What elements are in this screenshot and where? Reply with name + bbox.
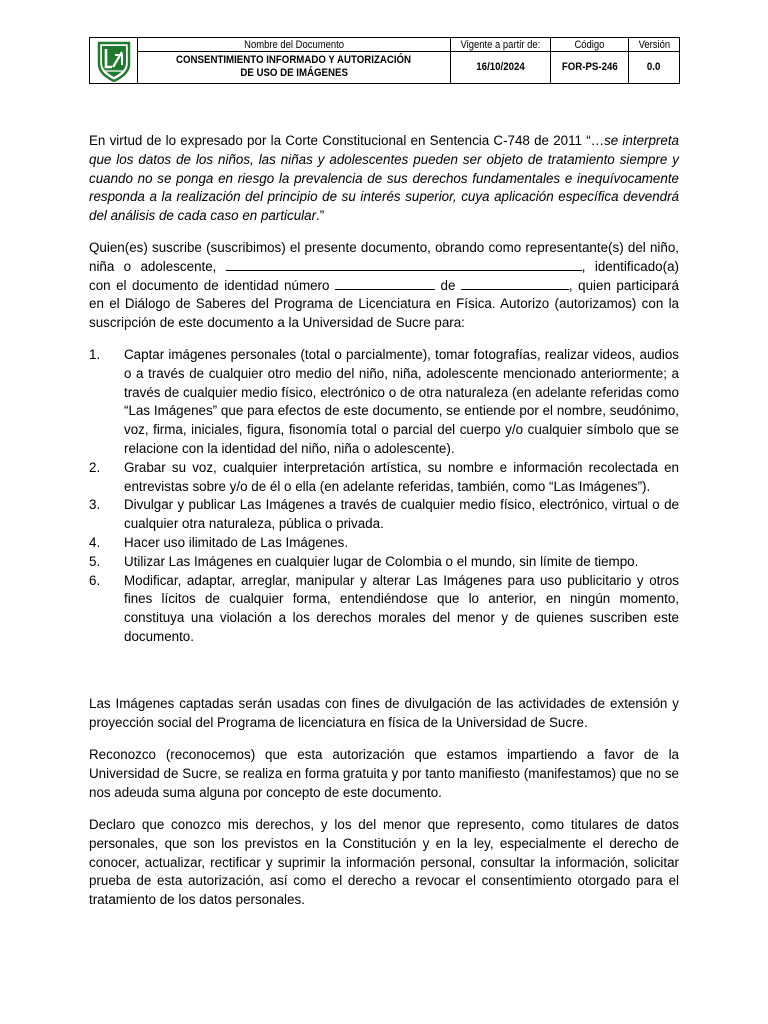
intro-quote: se interpreta que los datos de los niños, las niñas y adolescentes pueden ser objeto de tratamiento siempre y cuando no se ponga en riesgo la prevalencia de sus derechos fundamentales e inequívocamente responda a la realización del principio de su interés superior, cuya aplicación específica devendrá del análisis de cada caso en particular — [89, 133, 680, 224]
list-item: 5. Utilizar Las Imágenes en cualquier lugar de Colombia o el mundo, sin límite de tiempo. — [89, 553, 639, 569]
version-value: 0.0 — [647, 60, 661, 73]
list-item-text: Grabar su voz, cualquier interpretación artística, su nombre e información recolectada en entrevistas sobre y/o de él o ella (en adelante referidas, también, como “Las Imágenes”). — [124, 459, 679, 494]
doc-name-label-cell — [137, 38, 450, 51]
code-value: FOR-PS-246 — [561, 60, 618, 73]
list-item: 3. Divulgar y publicar Las Imágenes a través de cualquier medio físico, electrónico, virtual o de cualquier otra naturaleza, pública o privada. — [89, 497, 679, 532]
rights-text: Declaro que conozco mis derechos, y los del menor que represento, como titulares de datos personales, que son los previstos en la Constitución y en la ley, especialmente el derecho de conocer, actualizar, rectificar y suprimir la información personal, consultar la información, solicitar prueba de esta autorización, así como el derecho a revocar el consentimiento otorgado para el tratamiento de los datos personales. — [89, 817, 679, 908]
code-label: Código — [574, 38, 605, 51]
code-cell — [550, 51, 628, 83]
authorization-list — [89, 346, 679, 647]
doc-name-label: Nombre del Documento — [244, 38, 344, 51]
version-label-cell — [628, 38, 679, 51]
representative-paragraph: Quien(es) suscribe (suscribimos) el presente documento, obrando como representante(s) del niño, niña o adolescente, , identificado(a) con el documento de identidad número de , quien participará en el Diálogo de Saberes del Programa de Licenciatura en Física. Autorizo (autorizamos) con la suscripción de este documento a la Universidad de Sucre para: — [89, 240, 679, 331]
doc-title-line1: CONSENTIMIENTO INFORMADO Y AUTORIZACIÓN — [176, 54, 412, 66]
intro-paragraph — [89, 132, 679, 226]
list-item-text: Utilizar Las Imágenes en cualquier lugar de Colombia o el mundo, sin límite de tiempo. — [124, 553, 639, 569]
document-header-table — [89, 37, 680, 84]
minor-name-field[interactable] — [226, 258, 582, 271]
representative-text-4: quien participará en el Diálogo de Saberes del Programa de Licenciatura en Física. Autorizo (autorizamos) con la suscripción de este documento a la Universidad de Sucre para: — [89, 277, 679, 331]
recognition-text: Reconozco (reconocemos) que esta autorización que estamos impartiendo a favor de la Universidad de Sucre, se realiza en forma gratuita y por tanto manifiesto (manifestamos) que no se nos adeuda suma alguna por concepto de este documento. — [89, 747, 679, 800]
rights-paragraph — [89, 816, 679, 910]
list-item: 1. Captar imágenes personales (total o parcialmente), tomar fotografías, realizar videos, audios o a través de cualquier otro medio del niño, niña, adolescente mencionado anteriormente; a través de cualquier medio físico, electrónico o de otra naturaleza (en adelante referidas como “Las Imágenes” que para efectos de este documento, se entiende por el nombre, seudónimo, voz, firma, iniciales, figura, fisonomía total o parcial del cuerpo y/o cualquier símbolo que se relacione con la identidad del niño, niña o adolescente). — [89, 347, 679, 456]
doc-title-line2: DE USO DE IMÁGENES — [240, 67, 348, 79]
valid-from-label-cell — [450, 38, 550, 51]
version-cell — [628, 51, 679, 83]
list-item-text: Divulgar y publicar Las Imágenes a través de cualquier medio físico, electrónico, virtual o de cualquier otra naturaleza, pública o privada. — [124, 497, 679, 532]
representative-text-1: Quien(es) suscribe (suscribimos) el presente documento, obrando como representante(s) del niño, niña o adolescente, — [89, 240, 679, 274]
list-item: 2. Grabar su voz, cualquier interpretación artística, su nombre e información recolectada en entrevistas sobre y/o de él o ella (en adelante referidas, también, como “Las Imágenes”). — [89, 459, 679, 494]
university-logo — [90, 38, 137, 83]
representative-text-2: identificado(a) con el documento de identidad número — [89, 258, 679, 293]
intro-end: .” — [316, 208, 325, 224]
doc-title-cell — [137, 51, 450, 83]
id-issued-place-field[interactable] — [461, 277, 569, 290]
valid-from-value: 16/10/2024 — [476, 60, 525, 73]
university-shield-logo-icon — [96, 40, 132, 82]
id-number-field[interactable] — [335, 277, 435, 290]
intro-text: En virtud de lo expresado por la Corte Constitucional en Sentencia C-748 de 2011 “… — [89, 133, 605, 148]
code-label-cell — [550, 38, 628, 51]
version-label: Versión — [638, 38, 670, 51]
images-usage-text: Las Imágenes captadas serán usadas con fines de divulgación de las actividades de extensión y proyección social del Programa de licenciatura en física de la Universidad de Sucre. — [89, 696, 679, 730]
valid-from-cell — [450, 51, 550, 83]
list-item-text: Captar imágenes personales (total o parcialmente), tomar fotografías, realizar videos, audios o a través de cualquier otro medio del niño, niña, adolescente mencionado anteriormente; a través de cualquier medio físico, electrónico o de otra naturaleza (en adelante referidas como “Las Imágenes” que para efectos de este documento, se entiende por el nombre, seudónimo, voz, firma, iniciales, figura, fisonomía total o parcial del cuerpo y/o cualquier símbolo que se relacione con la identidad del niño, niña o adolescente). — [124, 347, 679, 456]
list-item: 4. Hacer uso ilimitado de Las Imágenes. — [89, 534, 349, 550]
list-item-text: Hacer uso ilimitado de Las Imágenes. — [124, 534, 349, 550]
recognition-paragraph — [89, 746, 679, 802]
images-usage-paragraph — [89, 695, 679, 733]
list-item: 6. Modificar, adaptar, arreglar, manipular y alterar Las Imágenes para uso publicitario y otros fines lícitos de cualquier forma, entendiéndose que lo anterior, en ningún momento, constituya una violación a los derechos morales del menor y de quienes suscriben este documento. — [89, 572, 679, 644]
list-item-text: Modificar, adaptar, arreglar, manipular y alterar Las Imágenes para uso publicitario y otros fines lícitos de cualquier forma, entendiéndose que lo anterior, en ningún momento, constituya una violación a los derechos morales del menor y de quienes suscriben este documento. — [124, 572, 679, 644]
valid-from-label: Vigente a partir de: — [460, 38, 541, 51]
representative-text-3: de — [440, 277, 456, 293]
